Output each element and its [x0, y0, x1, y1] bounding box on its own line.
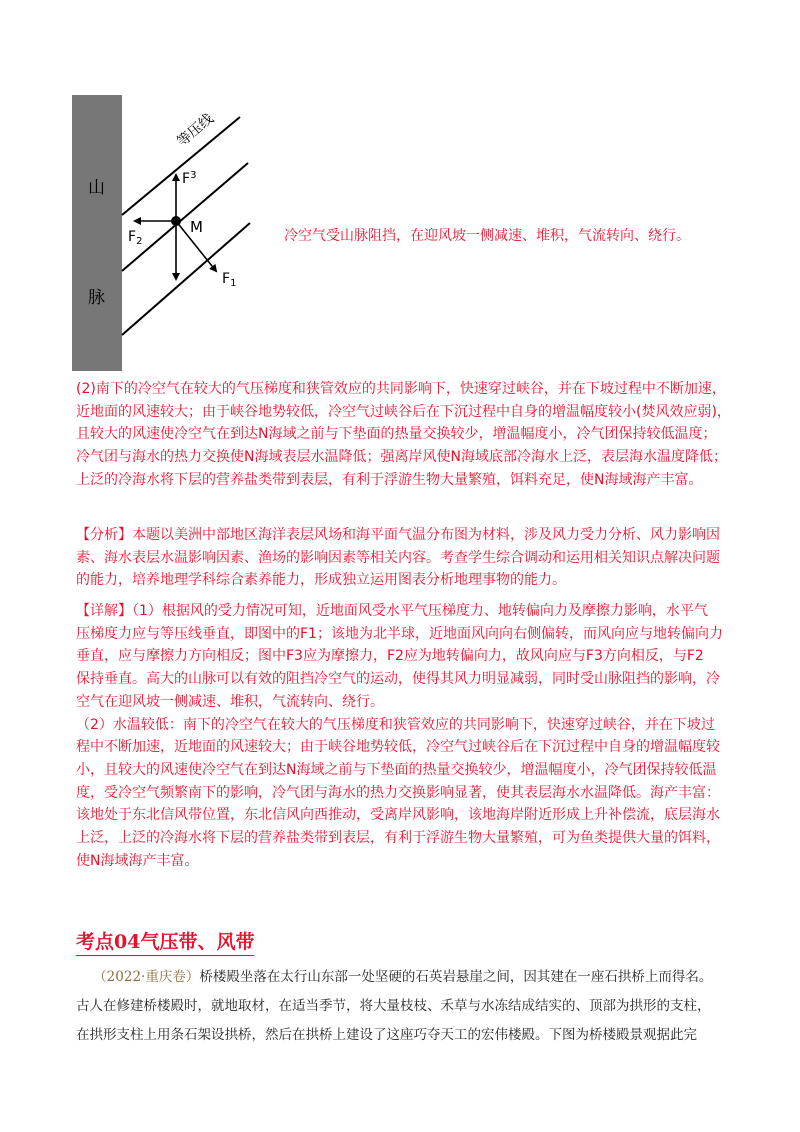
detail-line: 度，受冷空气频繁南下的影响，冷气团与海水的热力交换影响显著，使其表层海水水温降低。海产丰富：: [76, 784, 720, 801]
f3-label: $F^3$: [182, 170, 197, 187]
point-m-label: M: [190, 218, 203, 236]
answer-line: 且较大的风速使冷空气在到达N海域之前与下垫面的热量交换较少，增温幅度小，冷气团保持较低温度；: [76, 426, 717, 443]
detail-line: （2）水温较低：南下的冷空气在较大的气压梯度和狭管效应的共同影响下，快速穿过峡谷，并在下坡过: [76, 716, 715, 733]
mountain-block: [72, 95, 122, 371]
detail-line: 保持垂直。高大的山脉可以有效的阻挡冷空气的运动，使得其风力明显减弱，同时受山脉阻挡的影响，冷: [76, 671, 720, 688]
mountain-label-top: 山: [88, 178, 105, 198]
detail-line: 上泛，上泛的冷海水将下层的营养盐类带到表层，有利于浮游生物大量繁殖，可为鱼类提供大量的饵料，: [76, 830, 720, 847]
detail-line: 该地处于东北信风带位置，东北信风向西推动，受离岸风影响，该地海岸附近形成上升补偿流，底层海水: [76, 807, 720, 824]
analysis-section: [76, 524, 720, 592]
answer-line: 上泛的冷海水将下层的营养盐类带到表层，有利于浮游生物大量繁殖，饵料充足，使N海域海产丰富。: [76, 471, 703, 488]
detail-line: 【详解】（1）根据风的受力情况可知，近地面风受水平气压梯度力、地转偏向力及摩擦力影响，水平气: [76, 603, 708, 619]
question-line: （2022·重庆卷）桥楼殿坐落在太行山东部一处坚硬的石英岩悬崖之间，因其建在一座石拱桥上而得名。: [93, 969, 713, 985]
detail-line: 小，且较大的风速使冷空气在到达N海域之前与下垫面的热量交换较少，增温幅度小，冷气团保持较低温: [76, 761, 717, 778]
analysis-line: 【分析】本题以美洲中部地区海洋表层风场和海平面气温分布图为材料，涉及风力受力分析、风力影响因: [76, 527, 720, 543]
detail-line: 使N海域海产丰富。: [76, 852, 199, 869]
question-source: （2022·重庆卷）: [93, 969, 200, 985]
question-text: [76, 963, 712, 1050]
detail-line: 程中不断加速，近地面的风速较大；由于峡谷地势较低，冷空气过峡谷后在下沉过程中自身的增温幅度较: [76, 739, 720, 756]
analysis-line: 的能力，培养地理学科综合素养能力，形成独立运用图表分析地理事物的能力。: [76, 572, 566, 589]
detail-line: 压梯度力应与等压线垂直，即图中的F1；该地为北半球，近地面风向向右侧偏转，而风向应与地转偏向力: [76, 625, 723, 642]
question-line: 在拱形支柱上用条石架设拱桥，然后在拱桥上建设了这座巧夺天工的宏伟楼殿。下图为桥楼殿景观据此完: [76, 1027, 697, 1043]
mountain-label-bottom: 脉: [88, 288, 105, 308]
detail-section: [76, 600, 723, 872]
detail-line: 空气在迎风坡一侧减速、堆积，气流转向、绕行。: [76, 693, 384, 710]
question-line: 古人在修建桥楼殿时，就地取材，在适当季节，将大量枝枝、禾草与水冻结成结实的、顶部为拱形的支柱，: [76, 998, 711, 1014]
f2-label: $F_2$: [128, 229, 143, 247]
answer-line: (2)南下的冷空气在较大的气压梯度和狭管效应的共同影响下，快速穿过峡谷，并在下坡过程中不断加速，: [76, 381, 726, 397]
isobar-label: 等压线: [174, 110, 217, 151]
force-diagram: [70, 95, 270, 375]
analysis-line: 素、海水表层水温影响因素、渔场的影响因素等相关内容。考查学生综合调动和运用相关知识点解决问题: [76, 549, 720, 566]
diagram-caption: 冷空气受山脉阻挡，在迎风坡一侧减速、堆积，气流转向、绕行。: [284, 228, 690, 244]
answer-part-2: [76, 378, 731, 492]
point-m: [171, 216, 181, 226]
section-title: 考点04气压带、风带: [76, 929, 254, 956]
answer-line: 冷气团与海水的热力交换使N海域表层水温降低；强离岸风使N海域底部冷海水上泛，表层海水温度降低；: [76, 449, 727, 466]
detail-line: 垂直，应与摩擦力方向相反；图中F3应为摩擦力，F2应为地转偏向力，故风向应与F3方向相反，与F2: [76, 648, 704, 665]
answer-line: 近地面的风速较大；由于峡谷地势较低，冷空气过峡谷后在下沉过程中自身的增温幅度较小(焚风效应弱)，: [76, 403, 731, 420]
f1-label: $F_1$: [222, 271, 237, 289]
